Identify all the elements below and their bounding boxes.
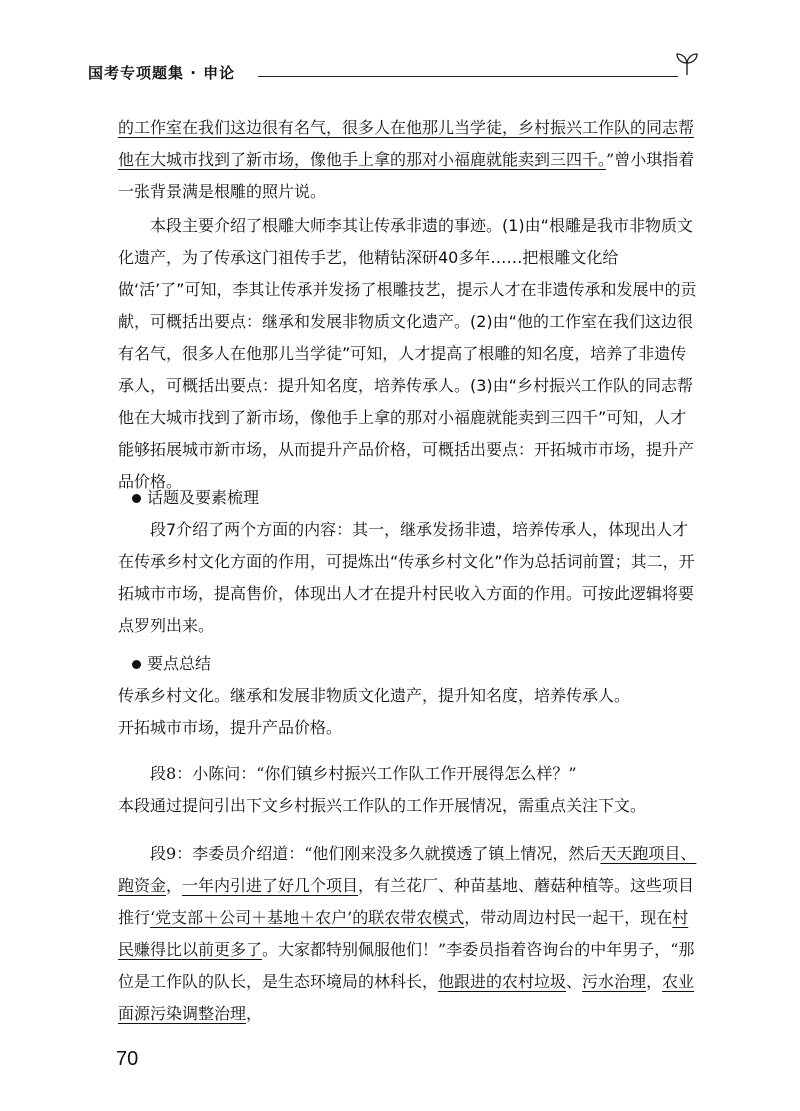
topic-heading bbox=[118, 482, 698, 514]
header-title: 国考专项题集 · 申论 bbox=[88, 64, 236, 82]
underlined-text: 的工作室在我们这边很有名气，很多人在他那儿当学徒， bbox=[118, 118, 519, 137]
para9-text: ，带动周边村民一起干，现在 bbox=[464, 908, 673, 927]
para9-text: ， bbox=[246, 1004, 263, 1023]
bullet-icon bbox=[132, 494, 141, 503]
paragraph-8 bbox=[118, 758, 698, 822]
paragraph-9 bbox=[118, 838, 698, 1030]
para8-label: 段8： bbox=[150, 764, 193, 783]
underlined-text: 乡村振兴工作队的同志帮他在大城市找到了新市场，像他手上拿的那对小福鹿就能卖到三四千。 bbox=[118, 118, 695, 169]
summary-section bbox=[118, 648, 698, 744]
underlined-text: 他跟进的农村垃圾 bbox=[438, 972, 567, 991]
analysis-paragraph bbox=[118, 210, 698, 498]
para8-text: 小陈问：“你们镇乡村振兴工作队工作开展得怎么样？” bbox=[192, 764, 577, 783]
underlined-text: 村民赚得比以前更多了 bbox=[118, 908, 689, 959]
sprout-icon bbox=[674, 52, 700, 76]
underlined-text: 农业面源污染调整治理 bbox=[118, 972, 695, 1023]
quote-text: ”曾小琪指着一张背景满是根雕的照片说。 bbox=[118, 150, 695, 201]
underlined-text: 污水治理 bbox=[582, 972, 647, 991]
summary-heading bbox=[118, 648, 698, 680]
analysis-text: 本段主要介绍了根雕大师李其让传承非遗的事迹。(1)由“根雕是我市非物质文化遗产，为了传承这门祖传手艺，他精钻深研40多年……把根雕文化给做‘活’了”可知，李其让传承并发扬了根雕技艺，提示人才在非遗传承和发展中的贡献，可概括出要点：继承和发展非物质文化遗产。(2)由“他的工作室在我们这边很有名气，很多人在他那儿当学徒”可知，人才提高了根雕的知名度，培养了非遗传承人，可概括出要点：提升知名度，培养传承人。(3)由“乡村振兴工作队的同志帮他在大城市找到了新市场，像他手上拿的那对小福鹿就能卖到三四千”可知，人才能够拓展城市新市场，从而提升产品价格，可概括出要点：开拓城市市场，提升产品价格。 bbox=[118, 216, 697, 491]
topic-body: 段7介绍了两个方面的内容：其一，继承发扬非遗，培养传承人，体现出人才在传承乡村文化方面的作用，可提炼出“传承乡村文化”作为总括词前置；其二，开拓城市市场，提高售价，体现出人才在提升村民收入方面的作用。可按此逻辑将要点罗列出来。 bbox=[118, 520, 695, 635]
quote-continuation bbox=[118, 112, 698, 208]
summary-line-1: 传承乡村文化。继承和发展非物质文化遗产，提升知名度，培养传承人。 bbox=[118, 686, 631, 705]
header-rule bbox=[258, 76, 678, 77]
summary-heading-text: 要点总结 bbox=[147, 654, 212, 673]
underlined-text: 天天跑项目、跑资金 bbox=[118, 844, 697, 895]
para9-text: ，有兰花厂、种苗基地、蘑菇种植等。这些项目推行 bbox=[118, 876, 695, 927]
underlined-text: 一年内引进了好几个项目 bbox=[182, 876, 359, 895]
summary-line-2: 开拓城市市场，提升产品价格。 bbox=[118, 718, 343, 737]
para9-text: 李委员介绍道：“他们刚来没多久就摸透了镇上情况，然后 bbox=[192, 844, 601, 863]
topic-heading-text: 话题及要素梳理 bbox=[147, 488, 260, 507]
bullet-icon bbox=[132, 660, 141, 669]
para9-text: ， bbox=[166, 876, 183, 895]
para8-note: 本段通过提问引出下文乡村振兴工作队的工作开展情况，需重点关注下文。 bbox=[118, 796, 647, 815]
underlined-text: ‘党支部＋公司＋基地＋农户’的联农带农模式 bbox=[150, 908, 465, 927]
page-number: 70 bbox=[116, 1048, 139, 1070]
para9-text: ， bbox=[646, 972, 663, 991]
topic-section bbox=[118, 482, 698, 642]
page-header bbox=[88, 62, 700, 88]
para9-text: 、 bbox=[566, 972, 583, 991]
para9-text: 。大家都特别佩服他们！”李委员指着咨询台的中年男子，“那位是工作队的队长，是生态环境局的林科长， bbox=[118, 940, 695, 991]
para9-label: 段9： bbox=[150, 844, 193, 863]
